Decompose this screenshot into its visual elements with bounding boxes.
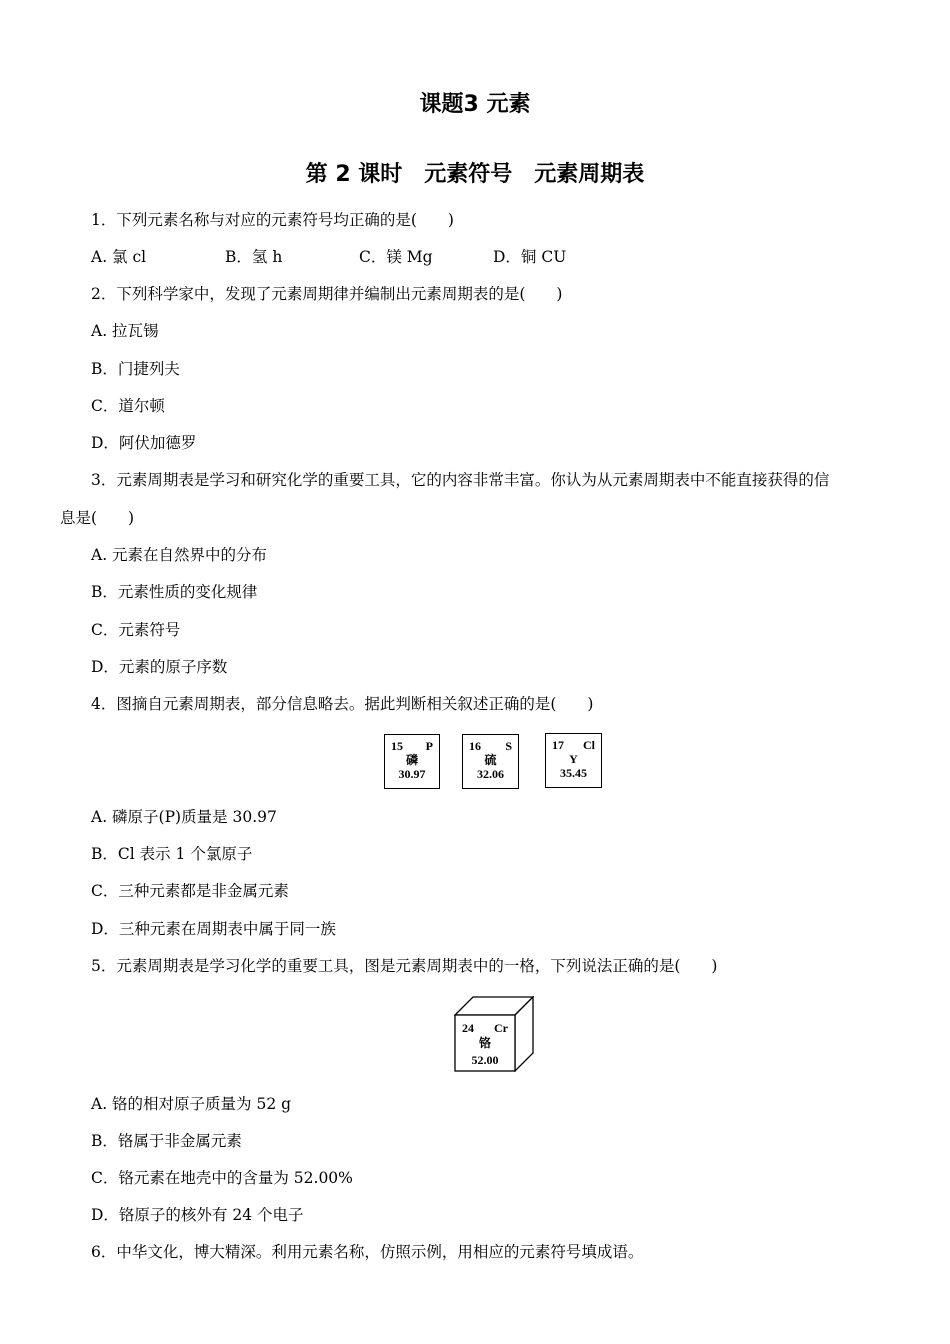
q4-option-a: A. 磷原子(P)质量是 30.97 xyxy=(91,808,277,826)
cell-name: Y xyxy=(569,752,578,766)
lesson-title: 课题3 元素 xyxy=(419,92,531,117)
question-5-stem: 5．元素周期表是学习化学的重要工具，图是元素周期表中的一格，下列说法正确的是( ) xyxy=(91,957,718,975)
question-2-stem: 2．下列科学家中，发现了元素周期律并编制出元素周期表的是( ) xyxy=(91,285,563,303)
cell-number: 16 xyxy=(469,739,481,753)
cube-number: 24 xyxy=(462,1021,474,1035)
question-3-stem: 3．元素周期表是学习和研究化学的重要工具，它的内容非常丰富。你认为从元素周期表中不能直接获得的信 xyxy=(91,471,830,489)
cell-name: 磷 xyxy=(405,753,418,767)
q5-option-a: A. 铬的相对原子质量为 52 g xyxy=(91,1095,292,1113)
cell-number: 15 xyxy=(391,739,403,753)
q4-option-d: D．三种元素在周期表中属于同一族 xyxy=(91,920,336,938)
cell-number: 17 xyxy=(552,738,564,752)
question-3-stem-cont: 息是( ) xyxy=(60,509,135,527)
question-1-stem: 1．下列元素名称与对应的元素符号均正确的是( ) xyxy=(91,211,454,229)
cell-name: 硫 xyxy=(484,753,497,767)
q5-option-b: B．铬属于非金属元素 xyxy=(91,1132,242,1150)
q2-option-c: C．道尔顿 xyxy=(91,397,165,415)
q4-option-b: B．Cl 表示 1 个氯原子 xyxy=(91,845,253,863)
q3-option-b: B．元素性质的变化规律 xyxy=(91,583,258,601)
cell-symbol: P xyxy=(425,739,433,753)
cube-name: 铬 xyxy=(478,1036,492,1050)
q3-option-c: C．元素符号 xyxy=(91,621,181,639)
element-cell-phosphorus xyxy=(384,734,440,789)
question-4-stem: 4．图摘自元素周期表，部分信息略去。据此判断相关叙述正确的是( ) xyxy=(91,695,594,713)
cube-symbol: Cr xyxy=(494,1021,508,1035)
q2-option-a: A. 拉瓦锡 xyxy=(91,322,159,340)
question-6-stem: 6．中华文化，博大精深。利用元素名称，仿照示例，用相应的元素符号填成语。 xyxy=(91,1243,644,1261)
q4-option-c: C．三种元素都是非金属元素 xyxy=(91,882,289,900)
q1-option-b: B．氢 h xyxy=(225,248,283,266)
q2-option-d: D．阿伏加德罗 xyxy=(91,434,197,452)
cell-symbol: Cl xyxy=(583,738,595,752)
q5-option-d: D．铬原子的核外有 24 个电子 xyxy=(91,1206,304,1224)
cell-symbol: S xyxy=(505,739,512,753)
q3-option-d: D．元素的原子序数 xyxy=(91,658,228,676)
cell-mass: 30.97 xyxy=(398,767,426,781)
lesson-subtitle: 第 2 课时 元素符号 元素周期表 xyxy=(305,162,645,187)
element-cell-chlorine xyxy=(545,733,602,788)
cell-mass: 35.45 xyxy=(560,766,587,780)
q1-option-c: C．镁 Mg xyxy=(359,248,433,266)
q1-option-d: D．铜 CU xyxy=(493,248,567,266)
cube-mass: 52.00 xyxy=(471,1053,499,1067)
question-1-options xyxy=(91,247,566,267)
q1-option-a: A. 氯 cl xyxy=(91,248,147,266)
q5-option-c: C．铬元素在地壳中的含量为 52.00% xyxy=(91,1169,353,1187)
cell-mass: 32.06 xyxy=(477,767,504,781)
element-cube-chromium xyxy=(454,996,534,1072)
q2-option-b: B．门捷列夫 xyxy=(91,360,180,378)
element-cell-sulfur xyxy=(462,734,519,789)
cube-outline xyxy=(454,996,534,1072)
q3-option-a: A. 元素在自然界中的分布 xyxy=(91,546,268,564)
